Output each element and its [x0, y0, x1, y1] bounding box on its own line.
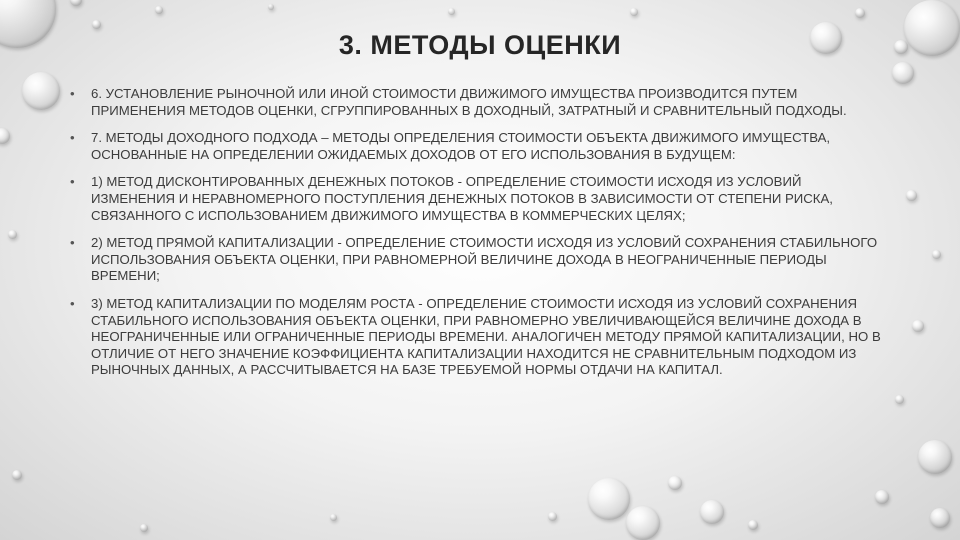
list-item [70, 235, 885, 285]
bullet-icon: • [70, 130, 75, 146]
water-drop-decoration [155, 6, 163, 14]
water-drop-decoration [875, 490, 889, 504]
water-drop-decoration [12, 470, 22, 480]
water-drop-decoration [140, 524, 148, 532]
list-item [70, 86, 885, 119]
list-item [70, 174, 885, 224]
water-drop-decoration [918, 440, 952, 474]
water-drop-decoration [588, 478, 630, 520]
water-drop-decoration [892, 62, 914, 84]
list-item-text: 1) МЕТОД ДИСКОНТИРОВАННЫХ ДЕНЕЖНЫХ ПОТОКОВ - ОПРЕДЕЛЕНИЕ СТОИМОСТИ ИСХОДЯ ИЗ УСЛОВИЙ ИЗМЕНЕНИЯ И НЕРАВНОМЕРНОГО ПОСТУПЛЕНИЯ ДЕНЕЖНЫХ ПОТОКОВ В ЗАВИСИМОСТИ ОТ СТЕПЕНИ РИСКА, СВЯЗАННОГО С ИСПОЛЬЗОВАНИЕМ ДВИЖИМОГО ИМУЩЕСТВА В КОММЕРЧЕСКИХ ЦЕЛЯХ; [91, 174, 833, 223]
water-drop-decoration [855, 8, 865, 18]
water-drop-decoration [930, 508, 950, 528]
water-drop-decoration [630, 8, 638, 16]
list-item [70, 296, 885, 379]
water-drop-decoration [448, 8, 455, 15]
water-drop-decoration [895, 395, 904, 404]
bullet-icon: • [70, 86, 75, 101]
water-drop-decoration [330, 514, 337, 521]
bullet-icon: • [70, 295, 75, 311]
slide-title: 3. МЕТОДЫ ОЦЕНКИ [338, 30, 622, 60]
list-item-text: 3) МЕТОД КАПИТАЛИЗАЦИИ ПО МОДЕЛЯМ РОСТА - ОПРЕДЕЛЕНИЕ СТОИМОСТИ ИСХОДЯ ИЗ УСЛОВИЙ СОХРАНЕНИЯ СТАБИЛЬНОГО ИСПОЛЬЗОВАНИЯ ОБЪЕКТА ОЦЕНКИ, ПРИ РАВНОМЕРНО УВЕЛИЧИВАЮЩЕЙСЯ ВЕЛИЧИНЕ ДОХОДА В НЕОГРАНИЧЕННЫЕ ИЛИ ОГРАНИЧЕННЫЕ ПЕРИОДЫ ВРЕМЕНИ. АНАЛОГИЧЕН МЕТОДУ ПРЯМОЙ КАПИТАЛИЗАЦИИ, НО В ОТЛИЧИЕ ОТ НЕГО ЗНАЧЕНИЕ КОЭФФИЦИЕНТА КАПИТАЛИЗАЦИИ НАХОДИТСЯ НЕ СРАВНИТЕЛЬНЫМ ПОДХОДОМ ИЗ РЫНОЧНЫХ ДАННЫХ, А РАССЧИТЫВАЕТСЯ НА БАЗЕ ТРЕБУЕМОЙ НОРМЫ ОТДАЧИ НА КАПИТАЛ. [91, 295, 881, 378]
water-drop-decoration [0, 128, 10, 144]
water-drop-decoration [548, 512, 557, 521]
water-drop-decoration [22, 72, 60, 110]
list-item-text: 6. УСТАНОВЛЕНИЕ РЫНОЧНОЙ ИЛИ ИНОЙ СТОИМОСТИ ДВИЖИМОГО ИМУЩЕСТВА ПРОИЗВОДИТСЯ ПУТЕМ ПРИМЕНЕНИЯ МЕТОДОВ ОЦЕНКИ, СГРУППИРОВАННЫХ В ДОХОДНЫЙ, ЗАТРАТНЫЙ И СРАВНИТЕЛЬНЫЙ ПОДХОДЫ. [91, 86, 847, 118]
water-drop-decoration [70, 0, 82, 6]
water-drop-decoration [92, 20, 101, 29]
water-drop-decoration [8, 230, 17, 239]
water-drop-decoration [700, 500, 724, 524]
bullet-list [70, 86, 885, 390]
bullet-icon: • [70, 235, 75, 251]
water-drop-decoration [626, 506, 660, 540]
water-drop-decoration [748, 520, 758, 530]
water-drop-decoration [268, 4, 274, 10]
water-drop-decoration [912, 320, 924, 332]
water-drop-decoration [932, 250, 941, 259]
water-drop-decoration [906, 190, 917, 201]
list-item-text: 2) МЕТОД ПРЯМОЙ КАПИТАЛИЗАЦИИ - ОПРЕДЕЛЕНИЕ СТОИМОСТИ ИСХОДЯ ИЗ УСЛОВИЙ СОХРАНЕНИЯ СТАБИЛЬНОГО ИСПОЛЬЗОВАНИЯ ОБЪЕКТА ОЦЕНКИ, ПРИ РАВНОМЕРНОЙ ВЕЛИЧИНЕ ДОХОДА В НЕОГРАНИЧЕННЫЕ ПЕРИОДЫ ВРЕМЕНИ; [91, 235, 878, 284]
list-item-text: 7. МЕТОДЫ ДОХОДНОГО ПОДХОДА – МЕТОДЫ ОПРЕДЕЛЕНИЯ СТОИМОСТИ ОБЪЕКТА ДВИЖИМОГО ИМУЩЕСТВА, ОСНОВАННЫЕ НА ОПРЕДЕЛЕНИИ ОЖИДАЕМЫХ ДОХОДОВ ОТ ЕГО ИСПОЛЬЗОВАНИЯ В БУДУЩЕМ: [91, 130, 831, 162]
water-drop-decoration [668, 476, 682, 490]
bullet-icon: • [70, 174, 75, 190]
list-item [70, 130, 885, 163]
